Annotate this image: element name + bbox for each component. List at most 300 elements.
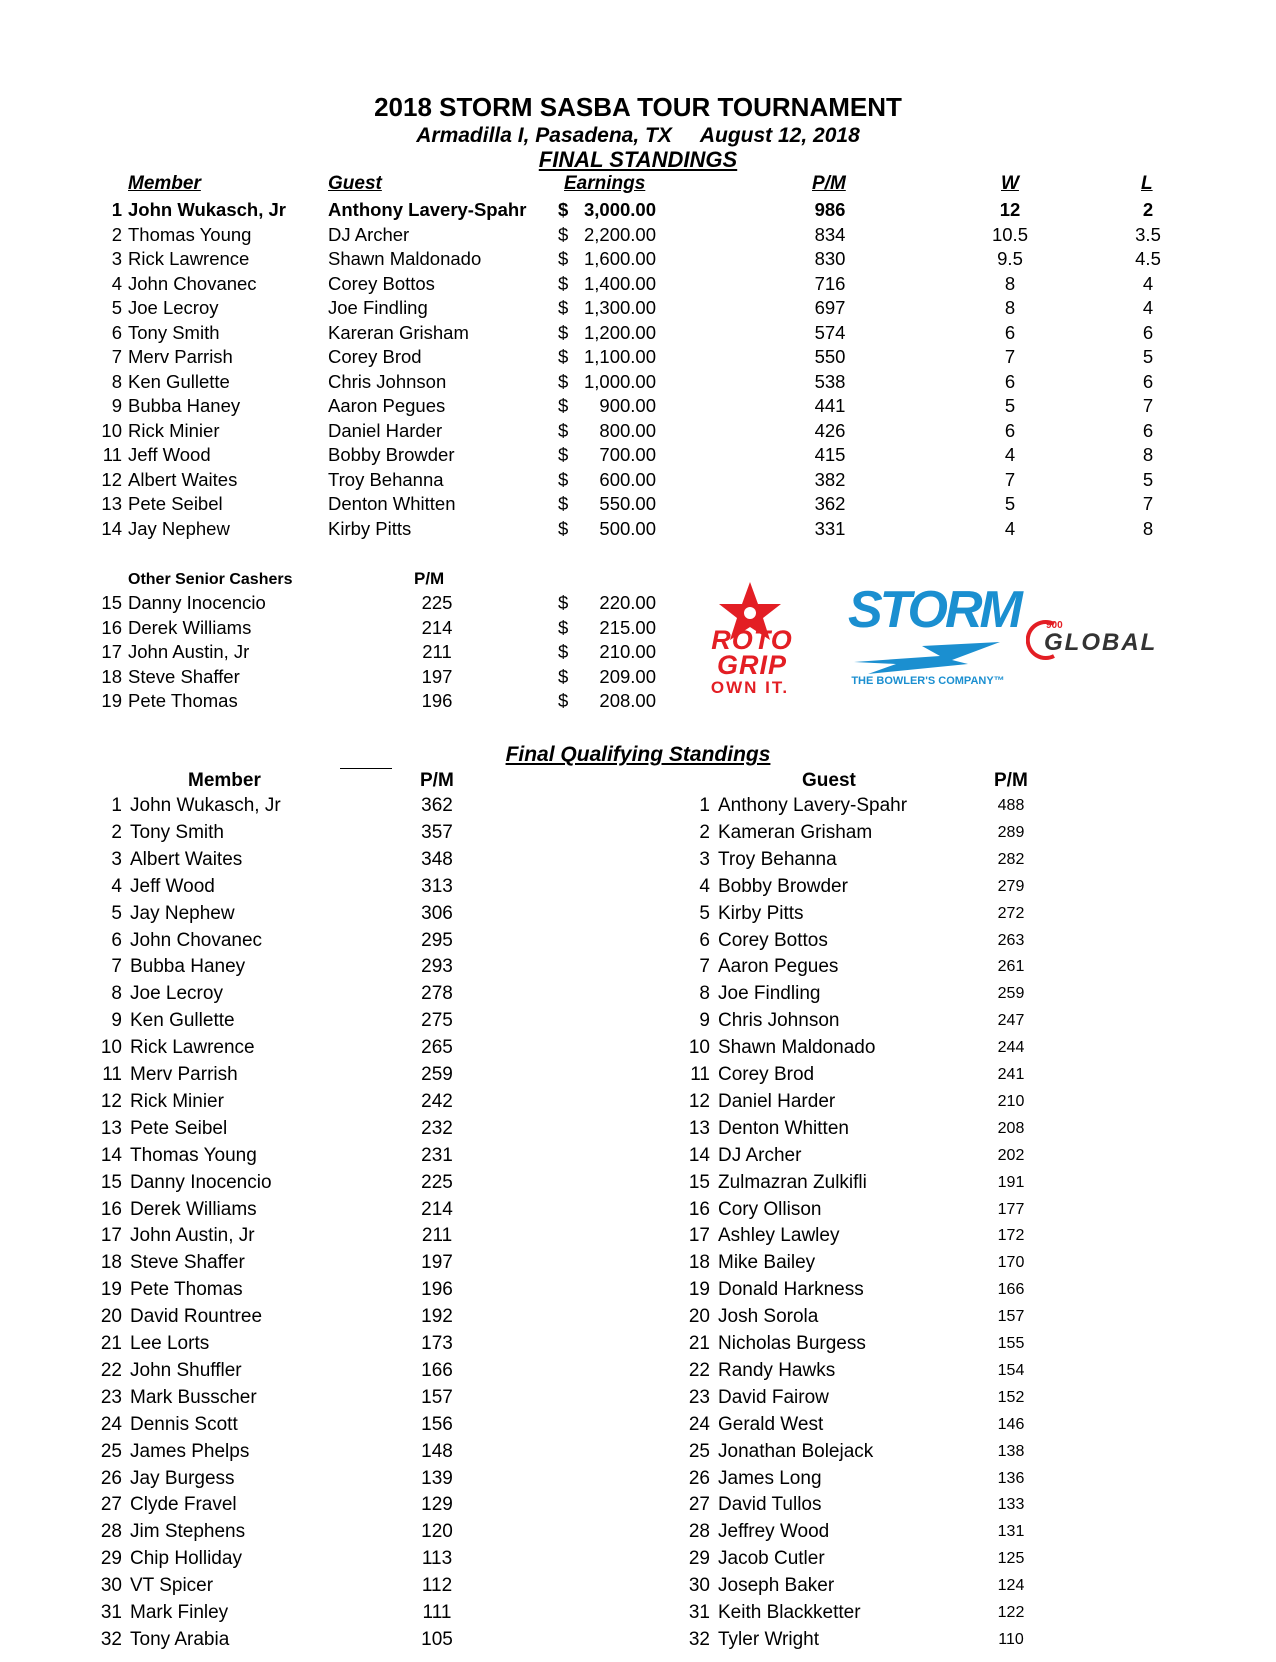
guest-name: Shawn Maldonado xyxy=(328,248,482,269)
member-name: Joe Lecroy xyxy=(128,297,219,318)
guest-pm: 136 xyxy=(997,1469,1025,1487)
member-name: Pete Thomas xyxy=(130,1279,243,1301)
guest-rank: 28 xyxy=(688,1521,710,1543)
guest-rank: 14 xyxy=(688,1144,710,1166)
losses-value: 4 xyxy=(1142,272,1154,294)
standings-row xyxy=(0,199,1276,223)
member-name: Tony Smith xyxy=(130,821,224,843)
wins-value: 4 xyxy=(1004,444,1016,465)
wins-value: 4 xyxy=(1004,517,1016,539)
guest-rank: 6 xyxy=(699,929,710,951)
member-rank: 17 xyxy=(100,1225,122,1247)
pm-value: 225 xyxy=(421,592,453,613)
qualifying-row xyxy=(0,1468,1276,1493)
guest-name: DJ Archer xyxy=(328,223,410,245)
member-pm: 113 xyxy=(421,1548,453,1570)
pm-value: 214 xyxy=(421,616,453,638)
currency-symbol: $ xyxy=(558,641,569,662)
guest-pm: 146 xyxy=(997,1415,1025,1433)
wins-value: 6 xyxy=(1004,321,1016,343)
guest-rank: 2 xyxy=(699,821,710,843)
member-pm: 357 xyxy=(421,821,453,843)
member-pm: 105 xyxy=(421,1628,453,1650)
guest-name: Ashley Lawley xyxy=(718,1225,840,1247)
currency-symbol: $ xyxy=(558,395,569,416)
guest-name: Denton Whitten xyxy=(328,493,456,514)
member-rank: 21 xyxy=(100,1333,122,1354)
guest-pm: 154 xyxy=(997,1361,1025,1379)
qualifying-row xyxy=(0,876,1276,901)
member-pm: 295 xyxy=(421,929,453,951)
qualifying-row xyxy=(0,795,1276,820)
guest-pm: 166 xyxy=(997,1281,1025,1299)
guest-pm: 488 xyxy=(997,797,1025,814)
member-rank: 26 xyxy=(100,1467,122,1489)
wins-value: 8 xyxy=(1004,272,1016,294)
guest-rank: 20 xyxy=(688,1306,710,1328)
roto-text: ROTO xyxy=(711,625,793,655)
pm-value: 716 xyxy=(814,272,846,294)
guest-name: DJ Archer xyxy=(718,1144,802,1166)
qualifying-row xyxy=(0,1118,1276,1143)
losses-value: 5 xyxy=(1142,468,1154,490)
wins-value: 5 xyxy=(1004,395,1016,416)
currency-symbol: $ xyxy=(558,321,569,343)
event-location: Armadilla I, Pasadena, TX xyxy=(416,124,672,147)
guest-rank: 27 xyxy=(688,1494,710,1516)
qualifying-row xyxy=(0,1306,1276,1331)
rank: 8 xyxy=(111,370,122,392)
rank: 5 xyxy=(111,297,122,318)
member-rank: 14 xyxy=(100,1144,122,1166)
member-pm: 231 xyxy=(421,1144,453,1166)
member-name: Thomas Young xyxy=(130,1144,257,1166)
wins-value: 10.5 xyxy=(991,223,1028,245)
guest-pm: 157 xyxy=(997,1308,1025,1326)
guest-header: Guest xyxy=(328,173,382,194)
guest-pm: 172 xyxy=(997,1227,1025,1245)
member-rank: 28 xyxy=(100,1521,122,1543)
event-date: August 12, 2018 xyxy=(699,124,860,147)
pm-header: P/M xyxy=(812,173,846,194)
guest-name: Joseph Baker xyxy=(718,1575,835,1597)
guest-name: Randy Hawks xyxy=(718,1359,836,1381)
earnings-amount: 210.00 xyxy=(599,641,656,662)
guest-pm: 282 xyxy=(997,850,1025,868)
member-pm: 278 xyxy=(421,983,453,1005)
currency-symbol: $ xyxy=(558,592,569,613)
member-name: Rick Lawrence xyxy=(128,248,250,269)
guest-name: Kameran Grisham xyxy=(718,821,873,843)
member-rank: 7 xyxy=(111,956,122,978)
guest-name: Shawn Maldonado xyxy=(718,1037,876,1059)
member-name: VT Spicer xyxy=(130,1575,214,1597)
member-pm: 293 xyxy=(421,956,453,978)
currency-symbol: $ xyxy=(558,272,569,294)
member-name: Mark Busscher xyxy=(130,1386,257,1408)
qualifying-row xyxy=(0,903,1276,928)
guest-name: Corey Bottos xyxy=(718,929,828,951)
qualifying-row xyxy=(0,1387,1276,1412)
guest-rank: 31 xyxy=(688,1602,710,1623)
guest-name: Corey Brod xyxy=(328,346,422,367)
qualifying-underline-lead xyxy=(340,768,392,769)
guest-pm: 133 xyxy=(997,1496,1025,1514)
standings-row xyxy=(0,248,1276,272)
member-pm: 259 xyxy=(421,1064,453,1085)
guest-rank: 9 xyxy=(699,1010,710,1032)
currency-symbol: $ xyxy=(558,248,569,269)
cashers-heading: Other Senior Cashers xyxy=(128,571,293,588)
guest-name: Josh Sorola xyxy=(718,1306,819,1328)
member-rank: 19 xyxy=(100,1279,122,1301)
standings-row xyxy=(0,469,1276,493)
lightning-bolt-icon xyxy=(848,638,1008,678)
member-name: Merv Parrish xyxy=(128,346,233,367)
guest-name: Chris Johnson xyxy=(718,1010,840,1032)
member-pm: 112 xyxy=(421,1575,453,1597)
qualifying-guest-header: Guest xyxy=(802,770,856,791)
guest-pm: 177 xyxy=(997,1200,1025,1218)
member-pm: 306 xyxy=(421,902,453,924)
pm-value: 382 xyxy=(814,468,846,490)
guest-rank: 23 xyxy=(688,1386,710,1408)
member-rank: 12 xyxy=(100,1090,122,1112)
member-name: Rick Minier xyxy=(128,419,220,441)
currency-symbol: $ xyxy=(558,419,569,441)
guest-pm: 170 xyxy=(997,1254,1025,1272)
wins-value: 6 xyxy=(1004,370,1016,392)
member-name: Jay Burgess xyxy=(130,1467,235,1489)
member-pm: 348 xyxy=(421,848,453,870)
losses-value: 4 xyxy=(1142,297,1154,318)
currency-symbol: $ xyxy=(558,346,569,367)
member-name: Pete Seibel xyxy=(130,1117,228,1139)
rank: 2 xyxy=(111,223,122,245)
guest-name: Kirby Pitts xyxy=(718,902,804,924)
guest-name: Mike Bailey xyxy=(718,1252,816,1274)
member-pm: 166 xyxy=(421,1359,453,1381)
pm-value: 574 xyxy=(814,321,846,343)
member-name: James Phelps xyxy=(130,1440,250,1462)
member-name: David Rountree xyxy=(130,1306,263,1328)
qualifying-row xyxy=(0,1360,1276,1385)
member-rank: 10 xyxy=(100,1037,122,1059)
guest-name: Jeffrey Wood xyxy=(718,1521,830,1543)
earnings-amount: 215.00 xyxy=(599,616,656,638)
guest-name: Bobby Browder xyxy=(328,444,455,465)
currency-symbol: $ xyxy=(558,297,569,318)
qualifying-row xyxy=(0,1225,1276,1250)
member-name: Lee Lorts xyxy=(130,1333,210,1354)
member-rank: 24 xyxy=(100,1413,122,1435)
member-name: Rick Minier xyxy=(130,1090,224,1112)
guest-rank: 22 xyxy=(688,1359,710,1381)
guest-rank: 26 xyxy=(688,1467,710,1489)
guest-name: Nicholas Burgess xyxy=(718,1333,866,1354)
member-pm: 313 xyxy=(421,875,453,897)
pm-value: 538 xyxy=(814,370,846,392)
qualifying-row xyxy=(0,1548,1276,1573)
losses-value: 8 xyxy=(1142,517,1154,539)
member-pm: 196 xyxy=(421,1279,453,1301)
losses-value: 5 xyxy=(1142,346,1154,367)
rank: 1 xyxy=(111,199,122,220)
rank: 9 xyxy=(111,395,122,416)
earnings-amount: 209.00 xyxy=(599,665,656,687)
qualifying-row xyxy=(0,1521,1276,1546)
guest-rank: 1 xyxy=(699,795,710,816)
member-rank: 23 xyxy=(100,1386,122,1408)
member-name: Joe Lecroy xyxy=(130,983,223,1005)
member-pm: 362 xyxy=(421,795,453,816)
standings-row xyxy=(0,322,1276,346)
guest-name: Denton Whitten xyxy=(718,1117,849,1139)
qualifying-row xyxy=(0,1010,1276,1035)
rank: 18 xyxy=(101,665,122,687)
standings-row xyxy=(0,444,1276,468)
member-name: John Austin, Jr xyxy=(130,1225,255,1247)
qualifying-row xyxy=(0,1629,1276,1654)
qualifying-row xyxy=(0,983,1276,1008)
wins-value: 9.5 xyxy=(997,248,1023,269)
pm-value: 331 xyxy=(814,517,846,539)
member-rank: 22 xyxy=(100,1359,122,1381)
guest-name: Daniel Harder xyxy=(328,419,443,441)
member-name: Merv Parrish xyxy=(130,1064,238,1085)
guest-rank: 18 xyxy=(688,1252,710,1274)
member-pm: 225 xyxy=(421,1171,453,1193)
member-name: Jeff Wood xyxy=(130,875,215,897)
guest-name: David Tullos xyxy=(718,1494,822,1516)
member-rank: 1 xyxy=(111,795,122,816)
grip-text: GRIP xyxy=(716,650,787,680)
own-it-tagline: OWN IT. xyxy=(710,678,790,697)
guest-pm: 191 xyxy=(997,1173,1025,1191)
rank: 19 xyxy=(101,690,122,711)
member-name: John Wukasch, Jr xyxy=(128,199,286,220)
losses-value: 6 xyxy=(1142,419,1154,441)
standings-row xyxy=(0,395,1276,419)
rank: 14 xyxy=(101,517,122,539)
guest-rank: 24 xyxy=(688,1413,710,1435)
member-name: Ken Gullette xyxy=(130,1010,235,1032)
losses-value: 7 xyxy=(1142,493,1154,514)
guest-pm: 261 xyxy=(997,958,1025,976)
guest-pm: 241 xyxy=(997,1066,1025,1083)
guest-name: Anthony Lavery-Spahr xyxy=(718,795,908,816)
bolt-shape xyxy=(854,642,1000,674)
pm-value: 834 xyxy=(814,223,846,245)
earnings-amount: 1,600.00 xyxy=(583,248,656,269)
member-rank: 16 xyxy=(100,1198,122,1220)
currency-symbol: $ xyxy=(558,199,569,220)
member-name: Pete Seibel xyxy=(128,493,223,514)
member-name: Thomas Young xyxy=(128,223,252,245)
guest-name: Zulmazran Zulkifli xyxy=(718,1171,867,1193)
member-rank: 15 xyxy=(100,1171,122,1193)
earnings-amount: 1,100.00 xyxy=(583,346,656,367)
guest-rank: 17 xyxy=(688,1225,710,1247)
guest-rank: 25 xyxy=(688,1440,710,1462)
earnings-amount: 1,200.00 xyxy=(583,321,656,343)
guest-pm: 279 xyxy=(997,877,1025,895)
qualifying-row xyxy=(0,849,1276,874)
guest-rank: 8 xyxy=(699,983,710,1005)
guest-pm: 155 xyxy=(997,1335,1025,1352)
casher-row xyxy=(0,690,1276,714)
member-pm: 192 xyxy=(421,1306,453,1328)
storm-wordmark: STORM xyxy=(848,581,1020,639)
member-name: Dennis Scott xyxy=(130,1413,238,1435)
guest-rank: 15 xyxy=(688,1171,710,1193)
final-standings-heading: FINAL STANDINGS xyxy=(538,147,738,172)
guest-name: Joe Findling xyxy=(328,297,428,318)
guest-pm: 110 xyxy=(998,1630,1024,1648)
guest-name: Bobby Browder xyxy=(718,875,848,897)
member-rank: 30 xyxy=(100,1575,122,1597)
guest-rank: 3 xyxy=(699,848,710,870)
rank: 4 xyxy=(111,272,122,294)
currency-symbol: $ xyxy=(558,616,569,638)
qualifying-row xyxy=(0,1414,1276,1439)
member-name: Jay Nephew xyxy=(128,517,230,539)
rank: 15 xyxy=(101,592,122,613)
pm-value: 197 xyxy=(421,665,453,687)
member-rank: 8 xyxy=(111,983,122,1005)
qualifying-row xyxy=(0,1575,1276,1600)
guest-pm: 272 xyxy=(997,904,1025,922)
earnings-amount: 550.00 xyxy=(599,493,656,514)
guest-pm: 210 xyxy=(997,1092,1025,1110)
qualifying-row xyxy=(0,1333,1276,1358)
member-name: Derek Williams xyxy=(130,1198,257,1220)
guest-name: James Long xyxy=(718,1467,822,1489)
member-pm: 173 xyxy=(421,1333,453,1354)
guest-name: David Fairow xyxy=(718,1386,829,1408)
wins-value: 7 xyxy=(1004,346,1016,367)
guest-name: Troy Behanna xyxy=(328,468,444,490)
cashers-pm-header: P/M xyxy=(414,569,445,588)
member-pm: 148 xyxy=(421,1440,453,1462)
qualifying-heading: Final Qualifying Standings xyxy=(505,743,771,766)
member-name: Tony Smith xyxy=(128,321,220,343)
losses-value: 6 xyxy=(1142,370,1154,392)
rank: 13 xyxy=(101,493,122,514)
earnings-amount: 3,000.00 xyxy=(583,199,656,220)
guest-rank: 19 xyxy=(688,1279,710,1301)
member-pm: 120 xyxy=(421,1521,453,1543)
member-rank: 3 xyxy=(111,848,122,870)
qualifying-row xyxy=(0,1441,1276,1466)
guest-rank: 7 xyxy=(699,956,710,978)
member-header: Member xyxy=(128,173,201,194)
member-name: Jim Stephens xyxy=(130,1521,246,1543)
member-pm: 111 xyxy=(422,1602,452,1623)
member-name: Bubba Haney xyxy=(130,956,246,978)
member-name: John Chovanec xyxy=(130,929,263,951)
member-name: Jeff Wood xyxy=(128,444,211,465)
pm-value: 697 xyxy=(814,297,846,318)
qualifying-member-header: Member xyxy=(188,770,261,791)
guest-rank: 30 xyxy=(688,1575,710,1597)
standings-row xyxy=(0,224,1276,248)
guest-rank: 4 xyxy=(699,875,710,897)
qualifying-row xyxy=(0,1172,1276,1197)
member-rank: 18 xyxy=(100,1252,122,1274)
casher-name: Pete Thomas xyxy=(128,690,238,711)
member-pm: 156 xyxy=(421,1413,453,1435)
pm-value: 415 xyxy=(814,444,846,465)
qualifying-row xyxy=(0,1064,1276,1089)
losses-value: 2 xyxy=(1142,199,1154,220)
member-pm: 275 xyxy=(421,1010,453,1032)
guest-rank: 5 xyxy=(699,902,710,924)
standings-row xyxy=(0,297,1276,321)
guest-name: Gerald West xyxy=(718,1413,824,1435)
member-pm: 129 xyxy=(421,1494,453,1516)
casher-row xyxy=(0,592,1276,616)
currency-symbol: $ xyxy=(558,493,569,514)
rank: 6 xyxy=(111,321,122,343)
guest-name: Cory Ollison xyxy=(718,1198,822,1220)
member-rank: 25 xyxy=(100,1440,122,1462)
member-pm: 214 xyxy=(421,1198,453,1220)
member-name: John Shuffler xyxy=(130,1359,242,1381)
pm-value: 426 xyxy=(814,419,846,441)
guest-name: Jacob Cutler xyxy=(718,1548,825,1570)
member-rank: 32 xyxy=(100,1628,122,1650)
earnings-header: Earnings xyxy=(564,173,646,194)
qualifying-row xyxy=(0,1037,1276,1062)
guest-rank: 10 xyxy=(688,1037,710,1059)
wins-header: W xyxy=(1001,173,1019,194)
earnings-amount: 220.00 xyxy=(599,592,656,613)
guest-pm: 125 xyxy=(997,1550,1025,1568)
member-name: Steve Shaffer xyxy=(130,1252,245,1274)
guest-name: Kareran Grisham xyxy=(328,321,469,343)
currency-symbol: $ xyxy=(558,444,569,465)
wins-value: 12 xyxy=(999,199,1021,220)
pm-value: 211 xyxy=(422,641,452,662)
qualifying-row xyxy=(0,1145,1276,1170)
rank: 16 xyxy=(101,616,122,638)
rank: 17 xyxy=(101,641,122,662)
member-name: Chip Holliday xyxy=(130,1548,242,1570)
pm-value: 362 xyxy=(814,493,846,514)
qualifying-member-pm-header: P/M xyxy=(420,770,454,791)
wins-value: 6 xyxy=(1004,419,1016,441)
member-pm: 157 xyxy=(421,1386,453,1408)
global-wordmark: GLOBAL xyxy=(1044,629,1158,656)
guest-name: Troy Behanna xyxy=(718,848,837,870)
earnings-amount: 600.00 xyxy=(599,468,656,490)
guest-pm: 202 xyxy=(997,1146,1025,1164)
rank: 3 xyxy=(111,248,122,269)
page-title: 2018 STORM SASBA TOUR TOURNAMENT xyxy=(374,92,902,122)
storm-tagline: THE BOWLER'S COMPANY™ xyxy=(851,675,1005,687)
qualifying-row xyxy=(0,956,1276,981)
guest-name: Anthony Lavery-Spahr xyxy=(328,199,527,220)
member-rank: 2 xyxy=(111,821,122,843)
earnings-amount: 700.00 xyxy=(599,444,656,465)
global-900-text: 900 xyxy=(1046,620,1063,631)
guest-name: Joe Findling xyxy=(718,983,821,1005)
member-name: Albert Waites xyxy=(128,468,238,490)
member-pm: 211 xyxy=(421,1225,453,1247)
qualifying-row xyxy=(0,1279,1276,1304)
qualifying-guest-pm-header: P/M xyxy=(994,770,1028,791)
